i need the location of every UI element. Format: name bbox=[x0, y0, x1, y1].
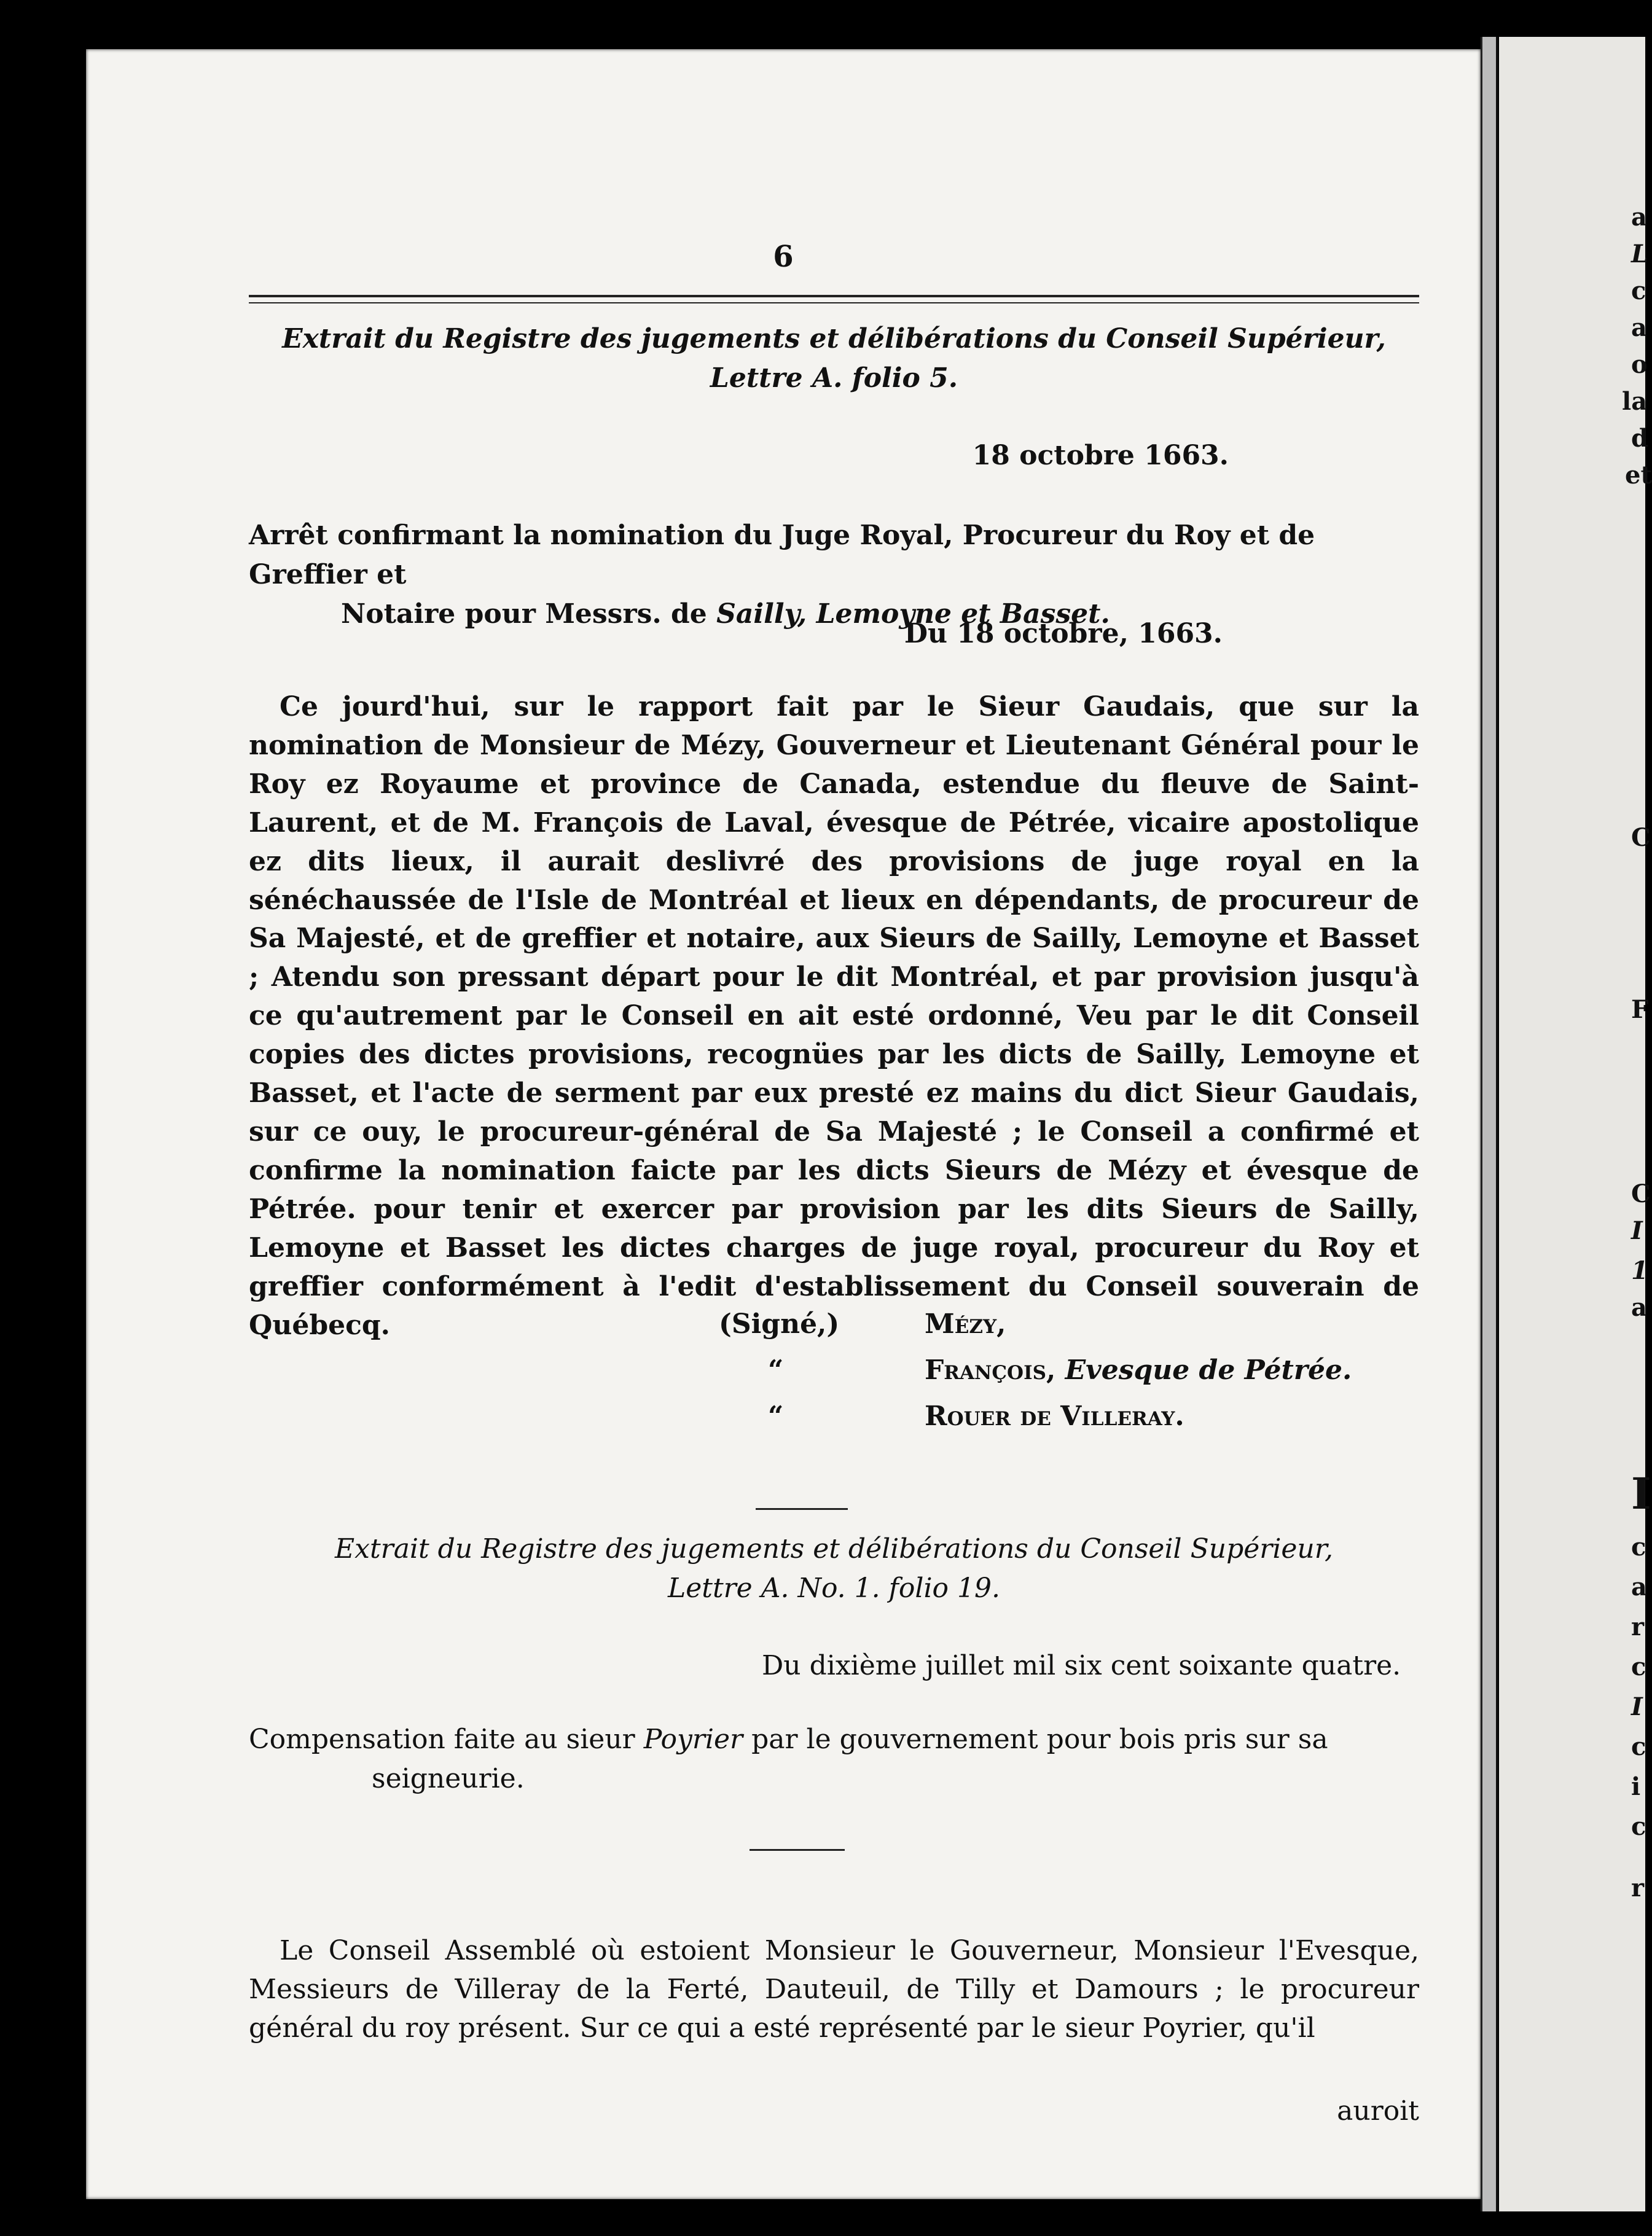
section2-title bbox=[249, 1720, 1419, 1799]
next-page-fragment: c bbox=[1631, 1652, 1646, 1681]
section2-date: Du dixième juillet mil six cent soixante quatre. bbox=[762, 1650, 1401, 1681]
ditto-mark-2: “ bbox=[768, 1401, 784, 1432]
section-divider bbox=[756, 1508, 848, 1510]
next-page-fragment: C bbox=[1631, 823, 1651, 852]
header-rule-bottom bbox=[249, 302, 1419, 303]
next-page-fragment: L bbox=[1631, 240, 1649, 268]
section1-date: 18 octobre 1663. bbox=[972, 440, 1229, 471]
next-page-fragment: I bbox=[1631, 1692, 1643, 1721]
next-page-fragment: 1 bbox=[1631, 1256, 1648, 1285]
signature-francois-name: François, bbox=[925, 1354, 1056, 1386]
book-gutter bbox=[1481, 37, 1498, 2211]
catchword: auroit bbox=[1337, 2095, 1419, 2127]
section2-title-line2: seigneurie. bbox=[372, 1762, 525, 1794]
next-page-fragment: a bbox=[1631, 1293, 1647, 1322]
signature-francois bbox=[925, 1354, 1352, 1386]
section2-title-prefix: Compensation faite au sieur bbox=[249, 1724, 635, 1755]
next-page-fragment: la bbox=[1622, 387, 1648, 416]
next-page-fragment: C bbox=[1631, 1179, 1651, 1208]
section1-body: Ce jourd'hui, sur le rapport fait par le Sieur Gaudais, que sur la nomination de Monsieur de Mézy, Gouverneur et Lieutenant Général pour le Roy ez Royaume et province de Canada, estendue du fleuve de Saint-Laurent, et de M. François de Laval, évesque de Pétrée, vicaire apostolique ez dits lieux, il aurait deslivré des provisions de juge royal en la sénéchaussée de l'Isle de Montréal et lieux en dépendants, de procureur de Sa Majesté, et de greffier et notaire, aux Sieurs de Sailly, Lemoyne et Basset ; Atendu son pressant départ pour le dit Montréal, et par provision jusqu'à ce qu'autrement par le Conseil en ait esté ordonné, Veu par le dit Conseil copies des dictes provisions, recognües par les dicts de Sailly, Lemoyne et Basset, et l'acte de serment par eux presté ez mains du dict Sieur Gaudais, sur ce ouy, le procureur-général de Sa Majesté ; le Conseil a confirmé et confirme la nomination faicte par les dicts Sieurs de Mézy et évesque de Pétrée. pour tenir et exercer par provision par les dits Sieurs de Sailly, Lemoyne et Basset les dictes charges de juge royal, procureur du Roy et greffier conformément à l'edit d'establissement du Conseil souverain de Québecq. bbox=[249, 691, 1419, 1341]
section2-heading-line1: Extrait du Registre des jugements et délibérations du Conseil Supérieur, bbox=[335, 1533, 1333, 1565]
section1-title-prefix: Notaire pour Messrs. de bbox=[341, 598, 707, 630]
next-page-fragment: a bbox=[1631, 313, 1647, 342]
next-page-fragment: F bbox=[1631, 995, 1649, 1024]
next-page-fragment: c bbox=[1631, 1732, 1646, 1761]
signature-villeray: Rouer de Villeray. bbox=[925, 1401, 1184, 1432]
section2-divider bbox=[750, 1849, 845, 1851]
section1-date2: Du 18 octobre, 1663. bbox=[904, 618, 1223, 649]
next-page-fragment: I bbox=[1631, 1468, 1651, 1519]
next-page-fragment: I bbox=[1631, 1216, 1643, 1245]
next-page-fragment: o bbox=[1631, 350, 1648, 379]
section1-heading bbox=[249, 319, 1419, 398]
next-page-fragment: r bbox=[1631, 1874, 1645, 1902]
section1-title-line1: Arrêt confirmant la nomination du Juge Royal, Procureur du Roy et de Greffier et bbox=[249, 520, 1315, 590]
section2-title-suffix: par le gouvernement pour bois pris sur sa bbox=[751, 1724, 1328, 1755]
next-page-fragment: et bbox=[1625, 461, 1652, 490]
adjacent-page bbox=[1499, 37, 1648, 2211]
ditto-mark-1: “ bbox=[768, 1354, 784, 1386]
signed-label: (Signé,) bbox=[719, 1308, 840, 1340]
signature-mezy: Mézy, bbox=[925, 1308, 1006, 1340]
section1-heading-line1: Extrait du Registre des jugements et délibérations du Conseil Supérieur, bbox=[282, 323, 1386, 354]
next-page-fragment: d bbox=[1631, 424, 1648, 453]
next-page-fragment: c bbox=[1631, 276, 1646, 305]
next-page-fragment: a bbox=[1631, 1573, 1647, 1601]
page-number: 6 bbox=[773, 240, 794, 274]
section1-title-names: Sailly, Lemoyne et Basset. bbox=[716, 598, 1110, 630]
section2-title-name: Poyrier bbox=[643, 1724, 743, 1755]
section1-heading-line2: Lettre A. folio 5. bbox=[710, 362, 958, 394]
next-page-fragment: a bbox=[1631, 203, 1647, 232]
next-page-fragment: r bbox=[1631, 1612, 1645, 1641]
section2-title-line1 bbox=[249, 1720, 1419, 1759]
next-page-fragment: c bbox=[1631, 1812, 1646, 1841]
section2-body: Le Conseil Assemblé où estoient Monsieur le Gouverneur, Monsieur l'Evesque, Messieurs de Villeray de la Ferté, Dauteuil, de Tilly et Damours ; le procureur général du roy présent. Sur ce qui a esté représenté par le sieur Poyrier, qu'il bbox=[249, 1935, 1419, 2044]
document-page bbox=[86, 49, 1481, 2199]
section2-heading-line2: Lettre A. No. 1. folio 19. bbox=[668, 1572, 1000, 1604]
header-rule-top bbox=[249, 295, 1419, 297]
signature-francois-title: Evesque de Pétrée. bbox=[1065, 1354, 1352, 1386]
next-page-fragment: i bbox=[1631, 1772, 1641, 1801]
section2-heading bbox=[249, 1530, 1419, 1608]
next-page-fragment: c bbox=[1631, 1533, 1646, 1562]
